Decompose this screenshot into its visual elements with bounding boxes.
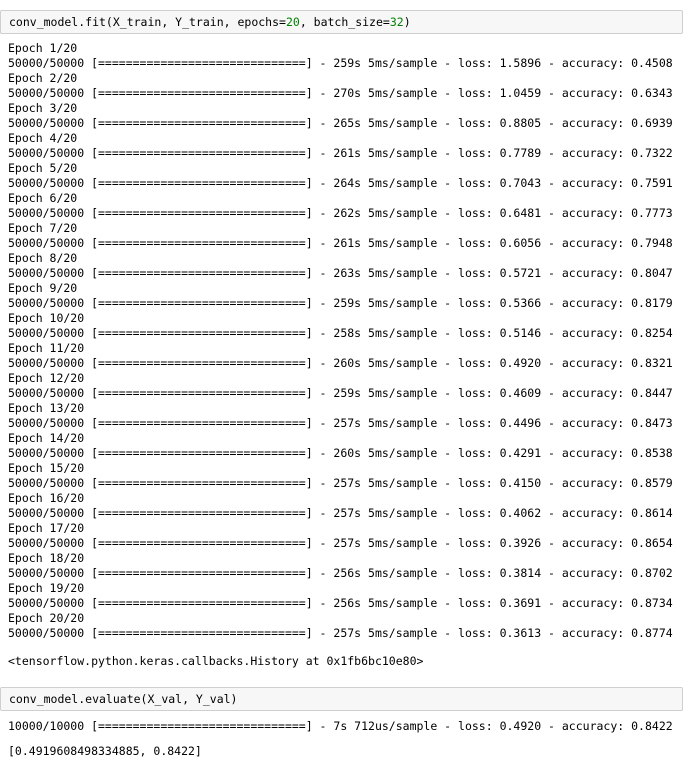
epoch-progress: 50000/50000 [==============================] - 259s 5ms/sample - loss: 0.4609 - accuracy: 0.8447: [8, 386, 673, 400]
epoch-label: Epoch 14/20: [8, 431, 85, 445]
batch-number: 32: [389, 15, 404, 29]
epoch-label: Epoch 2/20: [8, 71, 78, 85]
epoch-label: Epoch 9/20: [8, 281, 78, 295]
fit-output: [8, 41, 673, 641]
epoch-progress: 50000/50000 [==============================] - 256s 5ms/sample - loss: 0.3691 - accuracy: 0.8734: [8, 596, 673, 610]
epoch-label: Epoch 8/20: [8, 251, 78, 265]
epoch-label: Epoch 3/20: [8, 101, 78, 115]
epoch-progress: 50000/50000 [==============================] - 259s 5ms/sample - loss: 1.5896 - accuracy: 0.4508: [8, 56, 673, 70]
epoch-progress: 50000/50000 [==============================] - 261s 5ms/sample - loss: 0.7789 - accuracy: 0.7322: [8, 146, 673, 160]
epoch-progress: 50000/50000 [==============================] - 257s 5ms/sample - loss: 0.3926 - accuracy: 0.8654: [8, 536, 673, 550]
epoch-label: Epoch 1/20: [8, 41, 78, 55]
epoch-label: Epoch 15/20: [8, 461, 85, 475]
epoch-label: Epoch 11/20: [8, 341, 85, 355]
epoch-label: Epoch 10/20: [8, 311, 85, 325]
fit-code-cell[interactable]: [0, 10, 683, 34]
epoch-label: Epoch 20/20: [8, 611, 85, 625]
epoch-label: Epoch 19/20: [8, 581, 85, 595]
epoch-progress: 50000/50000 [==============================] - 258s 5ms/sample - loss: 0.5146 - accuracy: 0.8254: [8, 326, 673, 340]
epoch-label: Epoch 5/20: [8, 161, 78, 175]
epoch-progress: 50000/50000 [==============================] - 262s 5ms/sample - loss: 0.6481 - accuracy: 0.7773: [8, 206, 673, 220]
code-text: conv_model.fit(X_train, Y_train, epochs=: [9, 15, 286, 29]
epoch-label: Epoch 6/20: [8, 191, 78, 205]
epoch-label: Epoch 17/20: [8, 521, 85, 535]
epoch-label: Epoch 12/20: [8, 371, 85, 385]
code-text: , batch_size=: [299, 15, 390, 29]
epochs-number: 20: [285, 15, 300, 29]
evaluate-code-cell[interactable]: conv_model.evaluate(X_val, Y_val): [0, 687, 683, 711]
epoch-label: Epoch 16/20: [8, 491, 85, 505]
epoch-progress: 50000/50000 [==============================] - 270s 5ms/sample - loss: 1.0459 - accuracy: 0.6343: [8, 86, 673, 100]
epoch-progress: 50000/50000 [==============================] - 256s 5ms/sample - loss: 0.3814 - accuracy: 0.8702: [8, 566, 673, 580]
epoch-progress: 50000/50000 [==============================] - 263s 5ms/sample - loss: 0.5721 - accuracy: 0.8047: [8, 266, 673, 280]
fit-result: <tensorflow.python.keras.callbacks.History at 0x1fb6bc10e80>: [8, 654, 424, 668]
epoch-progress: 50000/50000 [==============================] - 257s 5ms/sample - loss: 0.4150 - accuracy: 0.8579: [8, 476, 673, 490]
epoch-progress: 50000/50000 [==============================] - 257s 5ms/sample - loss: 0.4062 - accuracy: 0.8614: [8, 506, 673, 520]
epoch-progress: 50000/50000 [==============================] - 257s 5ms/sample - loss: 0.4496 - accuracy: 0.8473: [8, 416, 673, 430]
epoch-progress: 50000/50000 [==============================] - 259s 5ms/sample - loss: 0.5366 - accuracy: 0.8179: [8, 296, 673, 310]
epoch-progress: 50000/50000 [==============================] - 260s 5ms/sample - loss: 0.4920 - accuracy: 0.8321: [8, 356, 673, 370]
epoch-label: Epoch 18/20: [8, 551, 85, 565]
epoch-label: Epoch 4/20: [8, 131, 78, 145]
epoch-label: Epoch 7/20: [8, 221, 78, 235]
epoch-progress: 50000/50000 [==============================] - 264s 5ms/sample - loss: 0.7043 - accuracy: 0.7591: [8, 176, 673, 190]
code-text: ): [403, 15, 411, 29]
epoch-progress: 50000/50000 [==============================] - 265s 5ms/sample - loss: 0.8805 - accuracy: 0.6939: [8, 116, 673, 130]
eval-result: [0.4919608498334885, 0.8422]: [8, 744, 202, 758]
epoch-label: Epoch 13/20: [8, 401, 85, 415]
eval-progress: 10000/10000 [==============================] - 7s 712us/sample - loss: 0.4920 - accuracy: 0.8422: [8, 719, 673, 733]
epoch-progress: 50000/50000 [==============================] - 260s 5ms/sample - loss: 0.4291 - accuracy: 0.8538: [8, 446, 673, 460]
epoch-progress: 50000/50000 [==============================] - 257s 5ms/sample - loss: 0.3613 - accuracy: 0.8774: [8, 626, 673, 640]
epoch-progress: 50000/50000 [==============================] - 261s 5ms/sample - loss: 0.6056 - accuracy: 0.7948: [8, 236, 673, 250]
